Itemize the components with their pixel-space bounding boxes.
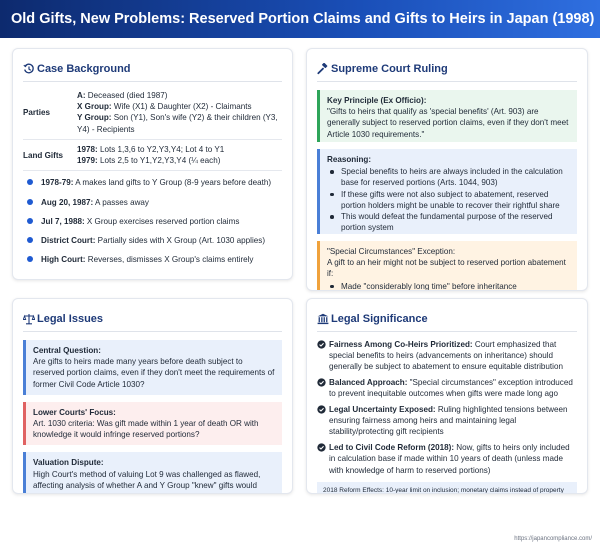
special-circumstances-intro: A gift to an heir might not be subject to reserved portion abatement if: <box>327 258 566 279</box>
legal-significance-heading: Legal Significance <box>307 299 587 327</box>
timeline-item: Aug 20, 1987: A passes away <box>27 197 282 208</box>
land-gifts-label: Land Gifts <box>23 150 64 160</box>
timeline-item: Jul 7, 1988: X Group exercises reserved portion claims <box>27 216 282 227</box>
case-background-card <box>12 48 293 280</box>
lower-courts-box <box>23 402 282 446</box>
special-circumstances-label: "Special Circumstances" Exception: <box>327 247 456 256</box>
valuation-dispute-label: Valuation Dispute: <box>33 458 104 468</box>
land-gifts-value: 1978: Lots 1,3,6 to Y2,Y3,Y4; Lot 4 to Y1 1979: Lots 2,5 to Y1,Y2,Y3,Y4 (¼ each) <box>77 144 225 166</box>
list-item: Balanced Approach: "Special circumstances" exception introduced to prevent inequitable outcomes when gifts were made long ago <box>317 377 577 399</box>
timeline-dot-icon <box>27 218 33 224</box>
reasoning-label: Reasoning: <box>327 155 372 164</box>
special-circumstances-box <box>317 241 577 291</box>
reform-effects-note: 2018 Reform Effects: 10-year limit on inclusion; monetary claims instead of property <box>317 482 577 494</box>
list-item: If these gifts were not also subject to abatement, reserved portion holders might be unable to recover their rightful share <box>327 189 571 211</box>
parties-row <box>23 86 282 140</box>
page-header <box>0 0 600 38</box>
list-item: This would defeat the fundamental purpose of the reserved portion system <box>327 211 571 233</box>
check-circle-icon <box>317 340 326 349</box>
list-item: Special benefits to heirs are always included in the calculation base for reserved portions (Arts. 1044, 903) <box>327 166 571 188</box>
legal-significance-card <box>306 298 588 494</box>
key-principle-box <box>317 90 577 142</box>
timeline-item: High Court: Reverses, dismisses X Group's claims entirely <box>27 254 282 265</box>
timeline-dot-icon <box>27 179 33 185</box>
scale-icon <box>23 313 35 325</box>
lower-courts-text: Art. 1030 criteria: Was gift made within 1 year of death OR with knowledge it would infringe reserved portions? <box>33 419 259 440</box>
ruling-heading: Supreme Court Ruling <box>307 49 587 77</box>
footer-url: https://japancompliance.com/ <box>514 536 592 542</box>
parties-value: A: Deceased (died 1987) X Group: Wife (X1) & Daughter (X2) - Claimants Y Group: Son (Y1), Son's wife (Y2) & their children (Y3, Y4) - Recipients <box>77 91 278 134</box>
divider <box>23 81 282 82</box>
page-title: Old Gifts, New Problems: Reserved Portion Claims and Gifts to Heirs in Japan (1998) <box>11 11 595 27</box>
supreme-court-ruling-card <box>306 48 588 291</box>
land-gifts-row <box>23 140 282 171</box>
divider <box>317 331 577 332</box>
list-item: Made "considerably long time" before inheritance <box>327 281 571 291</box>
institution-icon <box>317 313 329 325</box>
timeline-dot-icon <box>27 237 33 243</box>
valuation-dispute-box <box>23 452 282 494</box>
significance-list <box>307 339 587 476</box>
check-circle-icon <box>317 405 326 414</box>
lower-courts-label: Lower Courts' Focus: <box>33 407 116 417</box>
history-icon <box>23 63 35 75</box>
timeline-dot-icon <box>27 199 33 205</box>
timeline-dot-icon <box>27 256 33 262</box>
valuation-dispute-text: High Court's method of valuing Lot 9 was challenged as flawed, affecting analysis of whether A and Y Group "knew" gifts would <box>33 469 261 490</box>
key-principle-label: Key Principle (Ex Officio): <box>327 96 427 105</box>
timeline-item: District Court: Partially sides with X Group (Art. 1030 applies) <box>27 235 282 246</box>
list-item: Led to Civil Code Reform (2018): Now, gifts to heirs only included in calculation base if made within 10 years of death (unless made with knowledge of harm to reserved portions) <box>317 442 577 476</box>
central-question-box <box>23 340 282 395</box>
list-item: Legal Uncertainty Exposed: Ruling highlighted tensions between ensuring fairness among heirs and maintaining legal stability/protecting gift recipients <box>317 404 577 438</box>
case-background-heading: Case Background <box>13 49 292 77</box>
list-item: Fairness Among Co-Heirs Prioritized: Court emphasized that special benefits to heirs (advancements on inheritance) should generally be subject to abatement to ensure equitable distribution <box>317 339 577 373</box>
divider <box>23 331 282 332</box>
check-circle-icon <box>317 378 326 387</box>
key-principle-text: "Gifts to heirs that qualify as 'special benefits' (Art. 903) are generally subject to reserved portion claims, even if they don't meet Article 1030 requirements." <box>327 107 569 139</box>
legal-issues-card <box>12 298 293 494</box>
check-circle-icon <box>317 443 326 452</box>
legal-issues-heading: Legal Issues <box>13 299 292 327</box>
timeline <box>27 177 282 265</box>
central-question-text: Are gifts to heirs made many years before death subject to reserved portion claims, even if they don't meet the requirements of former Civil Code Article 1030? <box>33 357 275 389</box>
divider <box>317 81 577 82</box>
central-question-label: Central Question: <box>33 346 101 355</box>
gavel-icon <box>317 63 329 75</box>
reasoning-box <box>317 149 577 234</box>
timeline-item: 1978-79: A makes land gifts to Y Group (8-9 years before death) <box>27 177 282 188</box>
parties-label: Parties <box>23 107 50 117</box>
special-circumstances-list <box>327 281 571 291</box>
reasoning-list <box>327 166 571 233</box>
